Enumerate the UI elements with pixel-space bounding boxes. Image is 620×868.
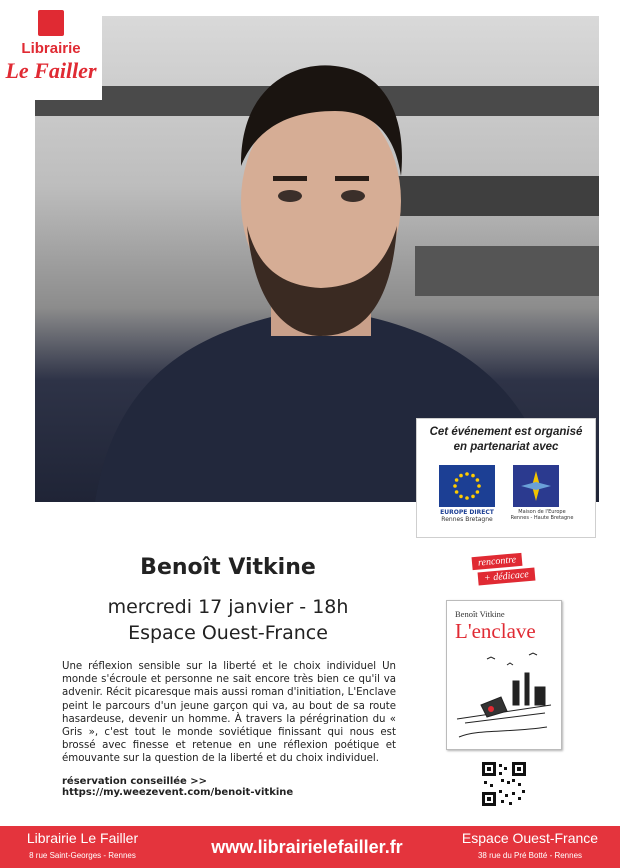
book-cover-title: L'enclave [455,619,536,643]
footer-right-title: Espace Ouest-France [461,830,599,846]
reservation-link[interactable]: https://my.weezevent.com/benoit-vitkine [62,787,294,798]
logo-line-1: Librairie [21,40,81,57]
maison-europe-logo-icon [513,465,559,507]
eu-flag-icon [439,465,495,507]
book-cover-author: Benoît Vitkine [455,609,505,619]
ribbon-dedicace: + dédicace [478,568,536,586]
footer-right-address: 38 rue du Pré Botté - Rennes [477,851,583,860]
logo-line-2: Le Failler [5,58,97,83]
maison-europe-line-2: Rennes - Haute Bretagne [510,515,574,521]
partner-line-1: Cet événement est organisé [429,426,583,438]
reservation-line [62,776,396,798]
eu-stars-icon [439,465,495,507]
event-place: Espace Ouest-France [128,622,328,644]
footer-left-title: Librairie Le Failler [26,830,139,846]
book-description: Une réflexion sensible sur la liberté et le choix individuel Un monde s'écroule et personne ne sait encore très bien ce qu'il va advenir. Récit picaresque mais aussi roman d'initiation, L'Enclave peint le parcours d'un jeune garçon qui va, au bout de sa route hasardeuse, devenir un homme. À travers la pérégrination du « Gris », c'est tout le monde soviétique finissant qui nous est brossé avec finesse et retenue en une réflexion poétique et émouvante sur la question de la liberté et du choix individuel. [62,661,396,765]
partner-line-2: en partenariat avec [453,441,559,453]
reservation-label: réservation conseillée >> [62,776,208,787]
footer-bar [0,826,620,868]
partner-box [416,418,596,538]
europe-direct-line-2: Rennes Bretagne [441,516,493,523]
compass-star-icon [513,465,559,507]
europe-direct-line-1: EUROPE DIRECT [440,509,494,516]
qr-code[interactable] [482,762,526,806]
book-logo-icon [38,10,64,36]
maison-europe-line-1: Maison de l'Europe [518,509,566,515]
europe-direct-label [427,509,507,523]
ribbon-rencontre: rencontre [472,553,523,570]
qr-code-icon [482,762,526,806]
author-name: Benoît Vitkine [140,555,316,580]
librairie-logo[interactable] [0,0,102,100]
maison-europe-label [507,509,577,521]
footer-left-address: 8 rue Saint-Georges - Rennes [29,851,136,860]
book-illustration [447,601,561,749]
book-cover [446,600,562,750]
footer-website-link[interactable]: www.librairielefailler.fr [211,837,403,857]
partner-text [417,425,595,455]
event-date: mercredi 17 janvier - 18h [107,596,349,618]
